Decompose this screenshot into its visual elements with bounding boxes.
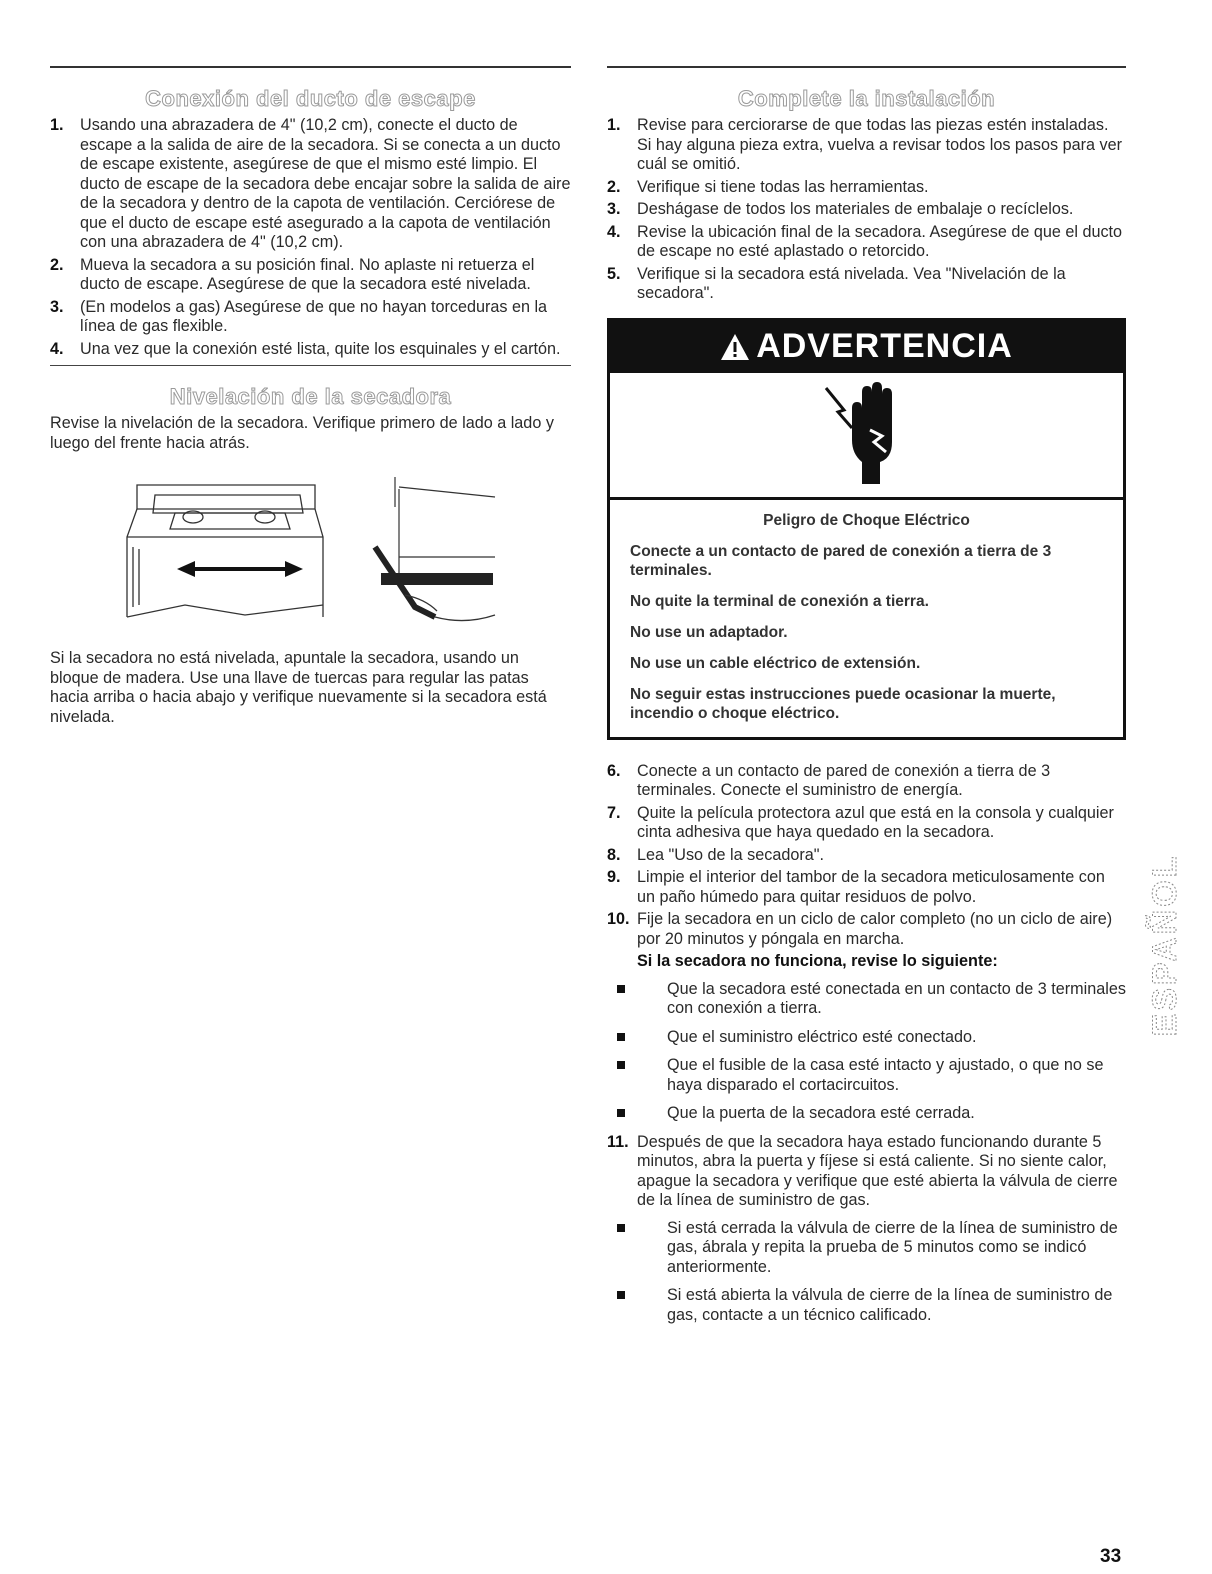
section-rule [50, 66, 571, 68]
bullet-square-icon [617, 1033, 625, 1041]
list-item [607, 1133, 1126, 1326]
leveling-intro: Revise la nivelación de la secadora. Verifique primero de lado a lado y luego del frente hacia atrás. [50, 414, 554, 452]
exhaust-steps [50, 116, 571, 359]
list-item [607, 116, 1126, 175]
step-text: Fije la secadora en un ciclo de calor completo (no un ciclo de aire) por 20 minutos y póngala en marcha. [637, 910, 1113, 948]
step-number: 2. [50, 255, 64, 274]
check-text: Que la secadora esté conectada en un contacto de 3 terminales con conexión a tierra. [667, 979, 1126, 1017]
step-number: 6. [607, 761, 621, 780]
warning-line: No use un cable eléctrico de extensión. [630, 654, 921, 672]
step-text: Verifique si la secadora está nivelada. Vea "Nivelación de la secadora". [637, 264, 1066, 302]
step-number: 3. [50, 297, 64, 316]
warning-body [610, 500, 1123, 737]
step-text: Después de que la secadora haya estado funcionando durante 5 minutos, abra la puerta y fíjese si está caliente. Si no siente calor, apague la secadora y verifique que esté abierta la válvula de cierre de la línea de suministro de gas. [637, 1132, 1118, 1209]
list-item [50, 298, 571, 337]
step-text: Conecte a un contacto de pared de conexión a tierra de 3 terminales. Conecte el suministro de energía. [637, 761, 1051, 799]
list-item [607, 1056, 1126, 1095]
left-column [50, 66, 571, 727]
dryer-leg-wrench-illustration [375, 477, 505, 627]
step-text: (En modelos a gas) Asegúrese de que no hayan torceduras en la línea de gas flexible. [80, 297, 548, 335]
step-number: 1. [607, 116, 621, 134]
complete-steps [607, 116, 1126, 304]
gas-valve-checks [607, 1219, 1126, 1326]
page-number: 33 [1100, 1546, 1122, 1567]
warning-line: No quite la terminal de conexión a tierra. [630, 592, 929, 610]
list-item [607, 1104, 1126, 1124]
list-item [607, 265, 1126, 304]
list-item [607, 200, 1126, 220]
list-item [607, 1286, 1126, 1325]
exhaust-section-title: Conexión del ducto de escape [145, 86, 476, 111]
step-number: 2. [607, 177, 621, 196]
warning-line: No use un adaptador. [630, 623, 788, 641]
check-text: Que el suministro eléctrico esté conectado. [667, 1027, 977, 1046]
list-item [607, 910, 1126, 1124]
step-number: 3. [607, 200, 621, 218]
warning-line: No seguir estas instrucciones puede ocasionar la muerte, incendio o choque eléctrico. [630, 685, 1056, 722]
warning-line: Conecte a un contacto de pared de conexión a tierra de 3 terminales. [630, 542, 1052, 579]
electric-shock-hand-icon [822, 380, 912, 490]
warning-box [607, 318, 1126, 740]
step-number: 4. [607, 222, 621, 241]
step-text: Una vez que la conexión esté lista, quite los esquinales y el cartón. [80, 339, 561, 358]
step-text: Quite la película protectora azul que está en la consola y cualquier cinta adhesiva que haya quedado en la secadora. [637, 803, 1114, 841]
step-number: 5. [607, 264, 621, 283]
bullet-square-icon [617, 1291, 625, 1299]
list-item [50, 256, 571, 295]
list-item [607, 1028, 1126, 1048]
check-text: Si está cerrada la válvula de cierre de la línea de suministro de gas, ábrala y repita la prueba de 5 minutos como se indicó anteriormente. [667, 1218, 1118, 1276]
final-steps [607, 762, 1126, 1326]
step-text: Deshágase de todos los materiales de embalaje o recíclelos. [637, 200, 1074, 218]
bullet-square-icon [617, 1061, 625, 1069]
step-number: 1. [50, 116, 64, 134]
step-number: 8. [607, 845, 621, 864]
leveling-instructions: Si la secadora no está nivelada, apuntale la secadora, usando un bloque de madera. Use una llave de tuercas para regular las patas hacia arriba o hacia abajo y verifique nuevamente si la secadora está nivelada. [50, 649, 547, 726]
complete-section-title: Complete la instalación [737, 86, 996, 111]
bullet-square-icon [617, 985, 625, 993]
list-item [607, 1219, 1126, 1278]
warning-header [610, 321, 1123, 373]
language-side-tab [1145, 820, 1184, 1070]
warning-icon-area [610, 373, 1123, 500]
side-tab-label: ESPAÑOL [1145, 853, 1184, 1037]
list-item [607, 178, 1126, 198]
leveling-section-title: Nivelación de la secadora [169, 384, 452, 409]
step-text: Mueva la secadora a su posición final. No aplaste ni retuerza el ducto de escape. Asegúrese de que la secadora esté nivelada. [80, 255, 535, 293]
warning-title: Peligro de Choque Eléctrico [763, 511, 970, 529]
bullet-square-icon [617, 1109, 625, 1117]
troubleshoot-heading: Si la secadora no funciona, revise lo siguiente: [637, 952, 998, 970]
right-column [607, 66, 1126, 1334]
step-number: 7. [607, 803, 621, 822]
step-number: 4. [50, 339, 64, 358]
warning-heading: ADVERTENCIA [756, 327, 1013, 365]
list-item [607, 846, 1126, 866]
leveling-illustrations [50, 477, 571, 637]
step-text: Revise la ubicación final de la secadora. Asegúrese de que el ducto de escape no esté aplastado o retorcido. [637, 222, 1123, 260]
step-text: Usando una abrazadera de 4" (10,2 cm), conecte el ducto de escape a la salida de aire de la secadora. Si se conecta a un ducto de escape existente, asegúrese de que el mismo esté limpio. El ducto de escape de la secadora debe encajar sobre la salida de aire de la secadora y dentro de la capota de ventilación. Cerciórese de que el ducto de escape esté asegurado a la capota de ventilación con una abrazadera de 4" (10,2 cm). [80, 116, 571, 251]
troubleshoot-checks [607, 980, 1126, 1124]
check-text: Si está abierta la válvula de cierre de la línea de suministro de gas, contacte a un técnico calificado. [667, 1286, 1113, 1324]
check-text: Que el fusible de la casa esté intacto y ajustado, o que no se haya disparado el cortacircuitos. [667, 1056, 1104, 1094]
step-text: Lea "Uso de la secadora". [637, 845, 824, 864]
step-number: 9. [607, 868, 621, 886]
step-text: Limpie el interior del tambor de la secadora meticulosamente con un paño húmedo para quitar residuos de polvo. [637, 868, 1105, 906]
check-text: Que la puerta de la secadora esté cerrada. [667, 1104, 975, 1122]
dryer-side-to-side-illustration [125, 477, 325, 627]
list-item [607, 223, 1126, 262]
list-item [607, 868, 1126, 907]
section-rule [50, 365, 571, 366]
list-item [50, 116, 571, 253]
step-text: Verifique si tiene todas las herramientas. [637, 177, 929, 196]
step-number: 10. [607, 910, 630, 928]
list-item [607, 980, 1126, 1019]
warning-triangle-icon [720, 333, 750, 361]
step-number: 11. [607, 1132, 629, 1151]
section-rule [607, 66, 1126, 68]
list-item [607, 762, 1126, 801]
list-item [50, 340, 571, 360]
bullet-square-icon [617, 1224, 625, 1232]
list-item [607, 804, 1126, 843]
step-text: Revise para cerciorarse de que todas las piezas estén instaladas. Si hay alguna pieza extra, vuelva a revisar todos los pasos para ver cuál se omitió. [637, 116, 1122, 173]
